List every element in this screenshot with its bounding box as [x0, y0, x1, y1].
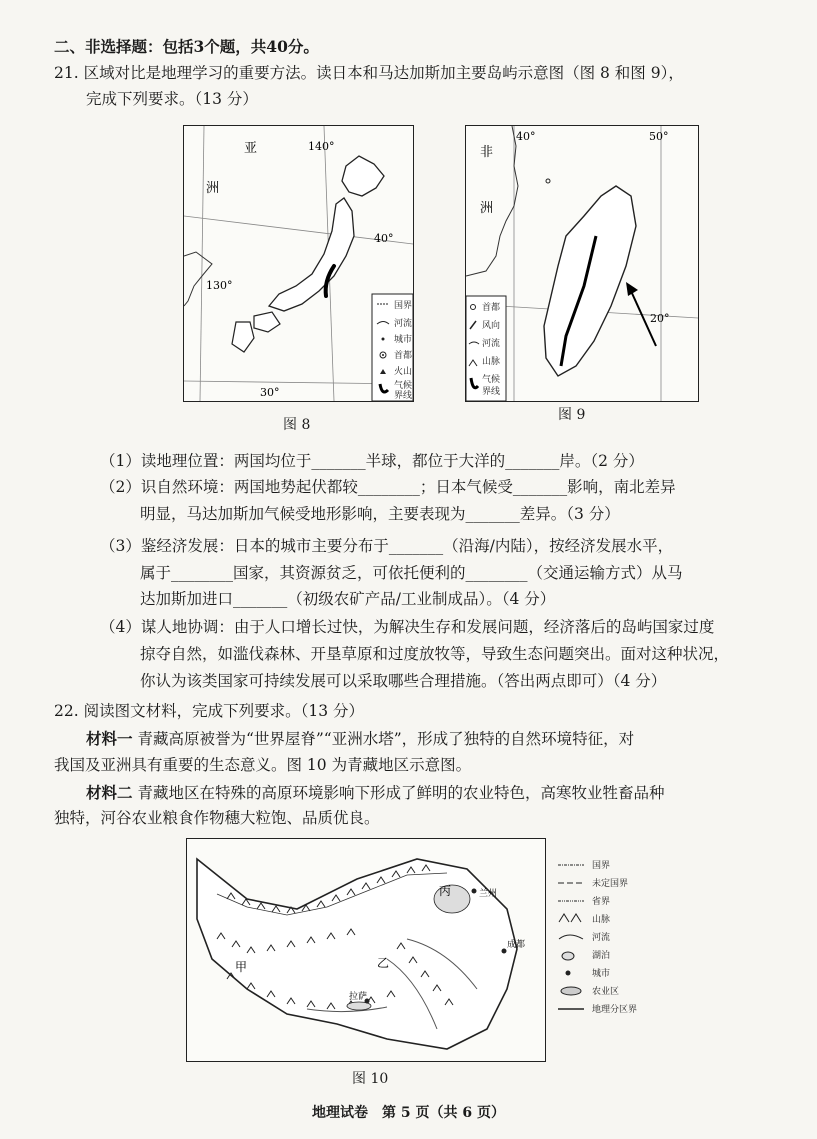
label-bing: 丙: [439, 884, 452, 898]
figure-10-caption: 图 10: [352, 1071, 389, 1087]
q21-part4-line2: 掠夺自然，如滥伐森林、开垦草原和过度放牧等，导致生态问题突出。面对这种状况，: [140, 645, 730, 663]
svg-text:40°: 40°: [516, 130, 536, 143]
svg-text:山脉: 山脉: [592, 915, 611, 925]
q22-material1-line1: [86, 728, 634, 750]
material1-text: 青藏高原被誉为“世界屋脊”“亚洲水塔”，形成了独特的自然环境特征，对: [137, 730, 635, 748]
qinghai-tibet-map-graphic: [187, 839, 545, 1061]
japan-map-graphic: [184, 126, 413, 401]
label-jia: 甲: [235, 960, 248, 974]
svg-text:风向: 风向: [482, 321, 501, 331]
svg-text:非: 非: [480, 145, 494, 160]
svg-text:亚: 亚: [244, 141, 258, 156]
q21-part3-line2: 属于________国家，其资源贫乏，可依托便利的________（交通运输方式）从马: [140, 564, 683, 582]
svg-text:首都: 首都: [482, 303, 501, 313]
svg-text:河流: 河流: [592, 933, 611, 943]
q21-part2-line1: （2）识自然环境：两国地势起伏都较________；日本气候受_______影响，南北差异: [100, 478, 676, 496]
q21-part3-line1: （3）鉴经济发展：日本的城市主要分布于_______（沿海/内陆），按经济发展水平，: [100, 537, 674, 555]
section-title: 二、非选择题：包括3个题，共40分。: [54, 37, 319, 56]
label-lhasa: 拉萨: [349, 992, 368, 1002]
q21-part4-line1: （4）谋人地协调：由于人口增长过快，为解决生存和发展问题，经济落后的岛屿国家过度: [100, 618, 715, 636]
q21-stem-line1: 21. 区域对比是地理学习的重要方法。读日本和马达加斯加主要岛屿示意图（图 8 和图 9），: [54, 64, 684, 82]
svg-text:农业区: 农业区: [592, 987, 620, 997]
material2-label: 材料二: [86, 783, 133, 802]
legend-guojie: 国界: [394, 301, 413, 311]
svg-text:城市: 城市: [592, 969, 611, 979]
figure-10-legend: [556, 858, 686, 1048]
q22-stem: 22. 阅读图文材料，完成下列要求。（13 分）: [54, 702, 364, 720]
material2-text: 青藏地区在特殊的高原环境影响下形成了鲜明的农业特色，高寒牧业牲畜品种: [137, 784, 665, 802]
q21-part1: （1）读地理位置：两国均位于_______半球，都位于大洋的_______岸。（2 分）: [100, 452, 644, 470]
figure-8-japan-map: [183, 125, 414, 402]
svg-text:20°: 20°: [650, 312, 670, 325]
figure-8-caption: 图 8: [283, 417, 311, 433]
svg-text:130°: 130°: [206, 279, 233, 292]
label-lanzhou: 兰州: [479, 889, 498, 899]
svg-text:地理分区界: 地理分区界: [592, 1005, 638, 1015]
svg-text:洲: 洲: [480, 201, 494, 216]
madagascar-map-graphic: [466, 126, 698, 401]
svg-text:界线: 界线: [482, 387, 501, 397]
svg-text:40°: 40°: [374, 232, 394, 245]
svg-text:火山: 火山: [394, 367, 413, 377]
svg-text:河流: 河流: [482, 339, 501, 349]
q22-material2-line1: [86, 782, 664, 804]
svg-text:省界: 省界: [592, 897, 611, 907]
svg-text:湖泊: 湖泊: [592, 951, 611, 961]
svg-text:城市: 城市: [394, 335, 413, 345]
svg-text:气候: 气候: [482, 375, 501, 385]
material1-label: 材料一: [86, 729, 133, 748]
svg-text:国界: 国界: [592, 861, 611, 871]
figure-10-qinghai-tibet-map: [186, 838, 546, 1062]
svg-text:气候: 气候: [394, 381, 413, 391]
svg-text:洲: 洲: [206, 181, 220, 196]
svg-text:山脉: 山脉: [482, 357, 501, 367]
figure-9-caption: 图 9: [558, 407, 586, 423]
svg-text:首都: 首都: [394, 351, 413, 361]
svg-text:河流: 河流: [394, 319, 413, 329]
q22-material2-line2: 独特，河谷农业粮食作物穗大粒饱、品质优良。: [54, 809, 380, 827]
svg-text:30°: 30°: [260, 386, 280, 399]
label-chengdu: 成都: [507, 940, 526, 950]
svg-text:50°: 50°: [649, 130, 669, 143]
label-yi: 乙: [377, 956, 390, 970]
q21-part4-line3: 你认为该类国家可持续发展可以采取哪些合理措施。（答出两点即可）（4 分）: [140, 672, 667, 690]
q21-part2-line2: 明显，马达加斯加气候受地形影响，主要表现为_______差异。（3 分）: [140, 505, 620, 523]
q21-stem-line2: 完成下列要求。（13 分）: [86, 90, 258, 108]
page-footer: 地理试卷 第 5 页（共 6 页）: [312, 1105, 505, 1121]
figure-9-madagascar-map: [465, 125, 699, 402]
q21-part3-line3: 达加斯加进口_______（初级农矿产品/工业制成品）。（4 分）: [140, 590, 556, 608]
svg-text:未定国界: 未定国界: [592, 879, 629, 889]
svg-text:140°: 140°: [308, 140, 335, 153]
svg-text:界线: 界线: [394, 391, 413, 401]
q22-material1-line2: 我国及亚洲具有重要的生态意义。图 10 为青藏地区示意图。: [54, 756, 472, 774]
